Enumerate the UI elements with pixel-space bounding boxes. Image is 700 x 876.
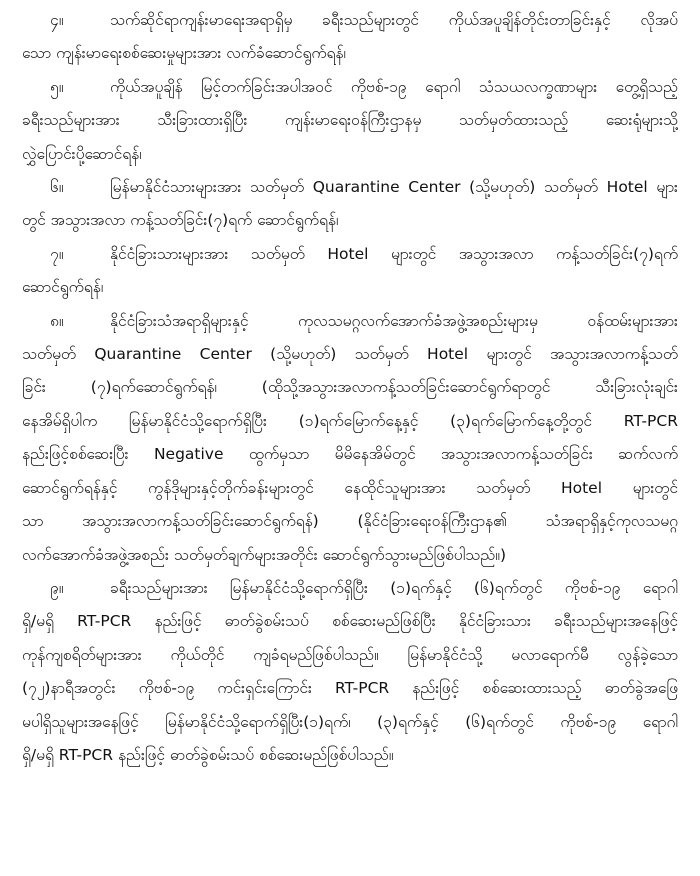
paragraph-number: ၈။: [50, 311, 64, 330]
paragraph-line: သော ကျန်းမာရေးစစ်ဆေးမှုများအား လက်ခံဆောင်ရွက်ရန်၊: [22, 44, 346, 63]
paragraph-number: ၇။: [50, 244, 64, 263]
paragraph-line: ကုန်ကျစရိတ်များအား ကိုယ်တိုင် ကျခံရမည်ဖြစ်ပါသည်။ မြန်မာနိုင်ငံသို့ မလာရောက်မီ လွန်ခဲ့သော: [22, 645, 678, 664]
paragraph-line: [22, 238, 678, 271]
paragraph-line: [22, 4, 678, 37]
paragraph-5: [22, 71, 678, 171]
paragraph-number: ၅။: [50, 77, 64, 96]
paragraph-line: လွှဲပြောင်းပို့ဆောင်ရန်၊: [22, 144, 142, 163]
paragraph-line: ဆောင်ရွက်ရန်နှင့် ကွန်ဒိုများနှင့်တိုက်ခန်းများတွင် နေထိုင်သူများအား သတ်မှတ် Hotel များတွင်: [22, 478, 678, 497]
paragraph-line: ရှိ/မရှိ RT-PCR နည်းဖြင့် ဓာတ်ခွဲစမ်းသပ် စစ်ဆေးမည်ဖြစ်ပြီး နိုင်ငံခြားသား ခရီးသည်များအနေဖြင့်: [22, 612, 678, 631]
paragraph-line: တွင် အသွားအလာ ကန့်သတ်ခြင်း(၇)ရက် ဆောင်ရွက်ရန်၊: [22, 211, 339, 230]
paragraph-line: [22, 171, 678, 204]
paragraph-7: [22, 238, 678, 305]
paragraph-line: ခြင်း (၇)ရက်ဆောင်ရွက်ရန်၊ (ထိုသို့အသွားအလာကန့်သတ်ခြင်းဆောင်ရွက်ရာတွင် သီးခြားလုံးချင်း: [22, 378, 678, 397]
paragraph-line: သာ အသွားအလာကန့်သတ်ခြင်းဆောင်ရွက်ရန်) (နိုင်ငံခြားရေးဝန်ကြီးဌာန၏ သံအရာရှိနှင့်ကုလသမဂ္ဂ: [22, 512, 678, 531]
paragraph-line: နေအိမ်ရှိပါက မြန်မာနိုင်ငံသို့ရောက်ရှိပြီး (၁)ရက်မြောက်နေ့နှင့် (၃)ရက်မြောက်နေ့တို့တွင် RT-PCR: [22, 411, 678, 430]
paragraph-4: [22, 4, 678, 71]
paragraph-text: နိုင်ငံခြားသံအရာရှိများနှင့် ကုလသမဂ္ဂလက်အောက်ခံအဖွဲ့အစည်းများမှ ဝန်ထမ်းများအား: [110, 311, 678, 330]
paragraph-line: [22, 71, 678, 104]
paragraph-number: ၉။: [50, 578, 64, 597]
paragraph-line: ရှိ/မရှိ RT-PCR နည်းဖြင့် ဓာတ်ခွဲစမ်းသပ် စစ်ဆေးမည်ဖြစ်ပါသည်။: [22, 745, 394, 764]
paragraph-line: [22, 572, 678, 605]
paragraph-text: ခရီးသည်များအား မြန်မာနိုင်ငံသို့ရောက်ရှိပြီး (၁)ရက်နှင့် (၆)ရက်တွင် ကိုဗစ်-၁၉ ရောဂါ: [110, 578, 678, 597]
paragraph-line: မပါရှိသူများအနေဖြင့် မြန်မာနိုင်ငံသို့ရောက်ရှိပြီး(၁)ရက်၊ (၃)ရက်နှင့် (၆)ရက်တွင် ကိုဗစ်-၁၉ ရောဂါ: [22, 712, 678, 731]
paragraph-line: ဆောင်ရွက်ရန်၊: [22, 278, 104, 297]
paragraph-line: လက်အောက်ခံအဖွဲ့အစည်း သတ်မှတ်ချက်များအတိုင်း ဆောင်ရွက်သွားမည်ဖြစ်ပါသည်။): [22, 545, 507, 564]
paragraph-9: [22, 572, 678, 772]
paragraph-6: [22, 171, 678, 238]
paragraph-number: ၄။: [50, 11, 64, 29]
paragraph-number: ၆။: [50, 178, 64, 197]
paragraph-line: [22, 305, 678, 338]
paragraph-line: ခရီးသည်များအား သီးခြားထားရှိပြီး ကျန်းမာရေးဝန်ကြီးဌာနမှ သတ်မှတ်ထားသည့် ဆေးရုံများသို့: [22, 111, 678, 130]
paragraph-text: သက်ဆိုင်ရာကျန်းမာရေးအရာရှိမှ ခရီးသည်များတွင် ကိုယ်အပူချိန်တိုင်းတာခြင်းနှင့် လိုအပ်: [110, 11, 678, 29]
paragraph-text: ကိုယ်အပူချိန် မြင့်တက်ခြင်းအပါအဝင် ကိုဗစ်-၁၉ ရောဂါ သံသယလက္ခဏာများ တွေ့ရှိသည့်: [110, 77, 678, 96]
paragraph-text: မြန်မာနိုင်ငံသားများအား သတ်မှတ် Quarantine Center (သို့မဟုတ်) သတ်မှတ် Hotel များ: [110, 178, 678, 197]
paragraph-line: နည်းဖြင့်စစ်ဆေးပြီး Negative ထွက်မှသာ မိမိနေအိမ်တွင် အသွားအလာကန့်သတ်ခြင်း ဆက်လက်: [22, 445, 678, 464]
paragraph-line: သတ်မှတ် Quarantine Center (သို့မဟုတ်) သတ်မှတ် Hotel များတွင် အသွားအလာကန့်သတ်: [22, 345, 678, 364]
paragraph-8: [22, 305, 678, 572]
paragraph-line: (၇၂)နာရီအတွင်း ကိုဗစ်-၁၉ ကင်းရှင်းကြောင်း RT-PCR နည်းဖြင့် စစ်ဆေးထားသည့် ဓာတ်ခွဲအဖြေ: [22, 679, 678, 698]
paragraph-text: နိုင်ငံခြားသားများအား သတ်မှတ် Hotel များတွင် အသွားအလာ ကန့်သတ်ခြင်း(၇)ရက်: [110, 244, 678, 263]
